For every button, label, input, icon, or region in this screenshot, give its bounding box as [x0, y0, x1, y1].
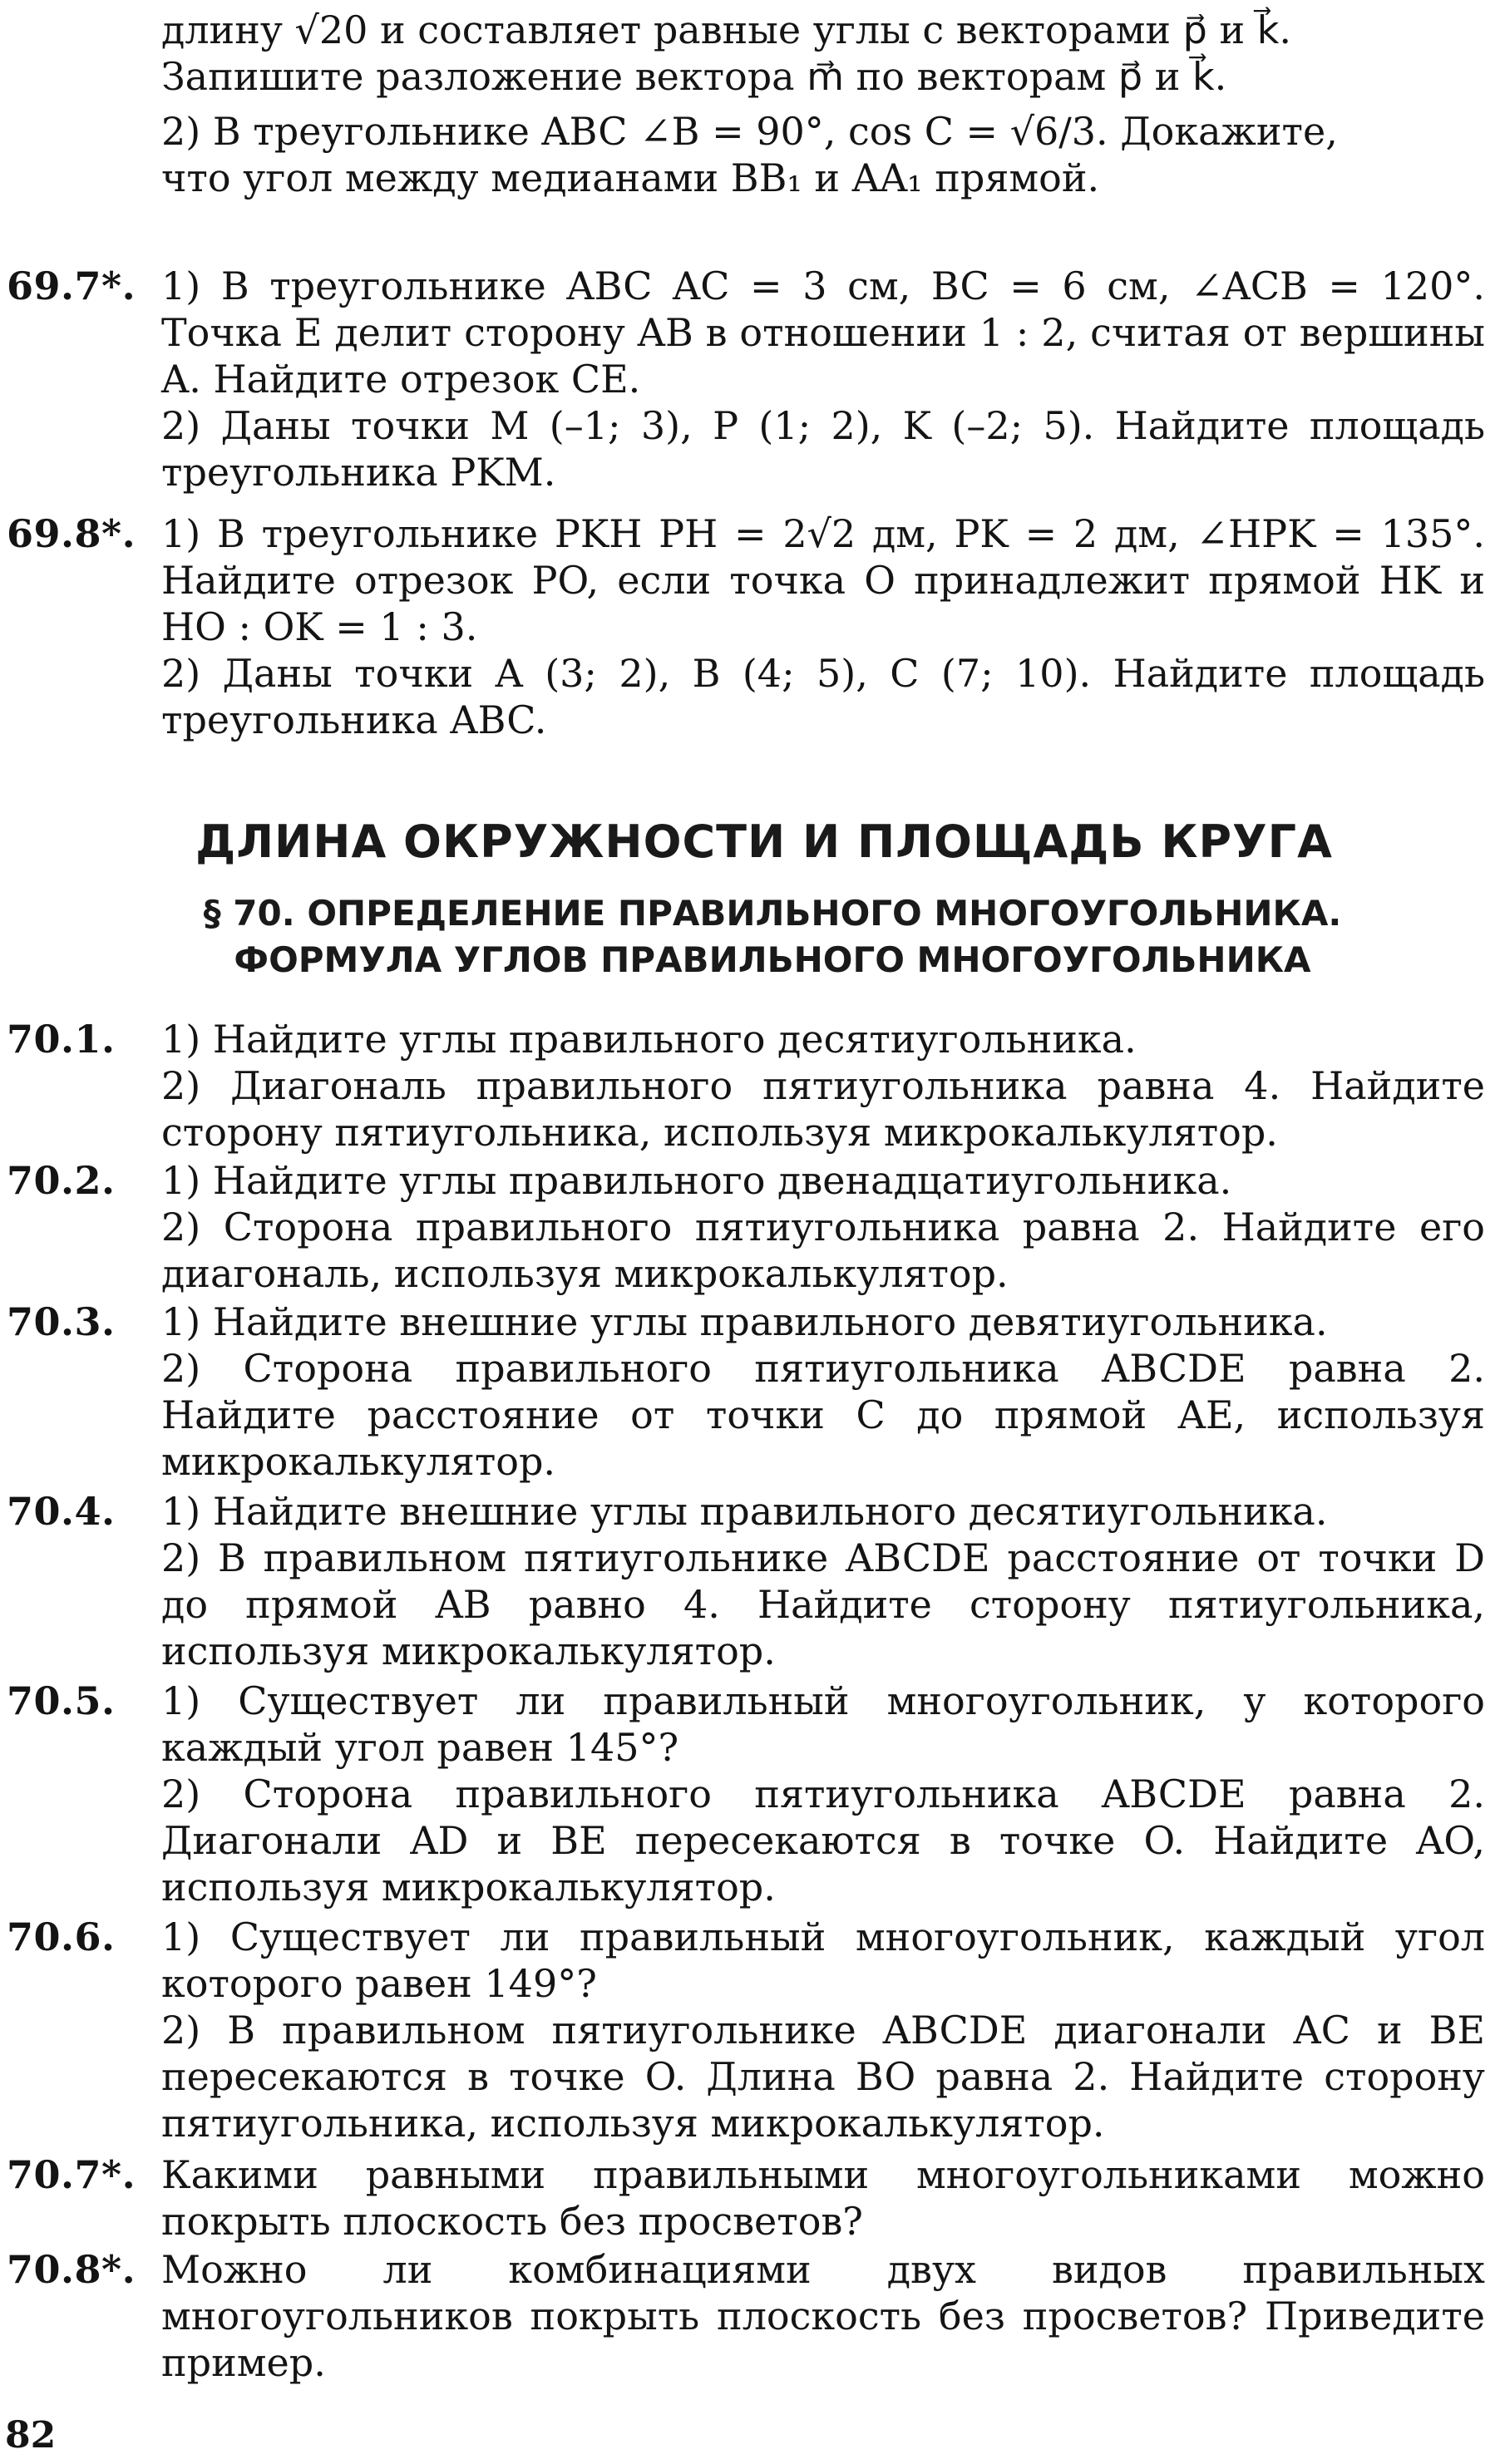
problem-number: 70.6.	[7, 1915, 116, 1959]
problem-body	[161, 1488, 1485, 1674]
problem-body	[161, 1678, 1485, 1910]
problem-number: 70.7*.	[7, 2152, 136, 2197]
section-title-line2: ФОРМУЛА УГЛОВ ПРАВИЛЬНОГО МНОГОУГОЛЬНИКА	[234, 939, 1311, 980]
problem-part: 2) Даны точки A (3; 2), B (4; 5), C (7; 10). Найдите площадь треугольника ABC.	[161, 651, 1485, 742]
problem-part: 2) Диагональ правильного пятиугольника равна 4. Найдите сторону пятиугольника, используя микрокалькулятор.	[161, 1063, 1485, 1155]
problem-part: 1) Существует ли правильный многоугольник, каждый угол которого равен 149°?	[161, 1915, 1485, 2006]
text-line: длину √20 и составляет равные углы с векторами p⃗ и k⃗.	[161, 7, 1292, 52]
problem-number: 70.1.	[7, 1017, 116, 1062]
problem-number: 70.2.	[7, 1158, 116, 1203]
problem-number: 70.8*.	[7, 2247, 136, 2292]
text-line: что угол между медианами BB₁ и AA₁ прямой.	[161, 155, 1100, 200]
problem-body	[161, 510, 1485, 743]
chapter-title: ДЛИНА ОКРУЖНОСТИ И ПЛОЩАДЬ КРУГА	[195, 816, 1333, 868]
problem-body	[161, 263, 1485, 495]
problem-body	[161, 1914, 1485, 2146]
problem-number: 69.8*.	[7, 511, 136, 556]
problem-part: Можно ли комбинациями двух видов правильных многоугольников покрыть плоскость без просветов? Приведите пример.	[161, 2247, 1485, 2385]
problem-number: 69.7*.	[7, 264, 136, 308]
problem-part: Какими равными правильными многоугольниками можно покрыть плоскость без просветов?	[161, 2152, 1485, 2244]
problem-body	[161, 7, 1485, 201]
problem-part: 1) Найдите внешние углы правильного девятиугольника.	[161, 1299, 1328, 1344]
text-line: 2) В треугольнике ABC ∠B = 90°, cos C = √6/3. Докажите,	[161, 109, 1338, 154]
problem-part: 1) Найдите внешние углы правильного десятиугольника.	[161, 1489, 1328, 1534]
problem-body	[161, 1157, 1485, 1297]
problem-number: 70.5.	[7, 1678, 116, 1723]
problem-part: 2) Сторона правильного пятиугольника ABCDE равна 2. Найдите расстояние от точки C до прямой AE, используя микрокалькулятор.	[161, 1346, 1485, 1484]
problem-part: 1) Существует ли правильный многоугольник, у которого каждый угол равен 145°?	[161, 1678, 1485, 1770]
problem-body	[161, 1299, 1485, 1485]
problem-body	[161, 1016, 1485, 1156]
problem-body	[161, 2246, 1485, 2386]
problem-part: 2) Сторона правильного пятиугольника ABCDE равна 2. Диагонали AD и BE пересекаются в точке O. Найдите AO, используя микрокалькулятор.	[161, 1772, 1485, 1910]
problem-part: 2) Даны точки M (–1; 3), P (1; 2), K (–2; 5). Найдите площадь треугольника PKM.	[161, 403, 1485, 495]
problem-number: 70.4.	[7, 1489, 116, 1534]
section-title-line1: § 70. ОПРЕДЕЛЕНИЕ ПРАВИЛЬНОГО МНОГОУГОЛЬНИКА.	[203, 893, 1342, 934]
problem-part: 1) В треугольнике PKH PH = 2√2 дм, PK = 2 дм, ∠HPK = 135°. Найдите отрезок PO, если точка O принадлежит прямой HK и HO : OK = 1 : 3.	[161, 511, 1485, 649]
problem-part: 2) В правильном пятиугольнике ABCDE расстояние от точки D до прямой AB равно 4. Найдите сторону пятиугольника, используя микрокалькулятор.	[161, 1535, 1485, 1673]
problem-part: 2) В правильном пятиугольнике ABCDE диагонали AC и BE пересекаются в точке O. Длина BO равна 2. Найдите сторону пятиугольника, используя микрокалькулятор.	[161, 2008, 1485, 2146]
page-number: 82	[5, 2414, 57, 2457]
problem-body	[161, 2151, 1485, 2245]
problem-part: 1) В треугольнике ABC AC = 3 см, BC = 6 см, ∠ACB = 120°. Точка E делит сторону AB в отношении 1 : 2, считая от вершины A. Найдите отрезок CE.	[161, 264, 1485, 402]
problem-number: 70.3.	[7, 1299, 116, 1344]
problem-part: 2) Сторона правильного пятиугольника равна 2. Найдите его диагональ, используя микрокалькулятор.	[161, 1205, 1485, 1296]
problem-part: 1) Найдите углы правильного десятиугольника.	[161, 1017, 1137, 1062]
text-line: Запишите разложение вектора m⃗ по векторам p⃗ и k⃗.	[161, 54, 1227, 99]
problem-part: 1) Найдите углы правильного двенадцатиугольника.	[161, 1158, 1232, 1203]
